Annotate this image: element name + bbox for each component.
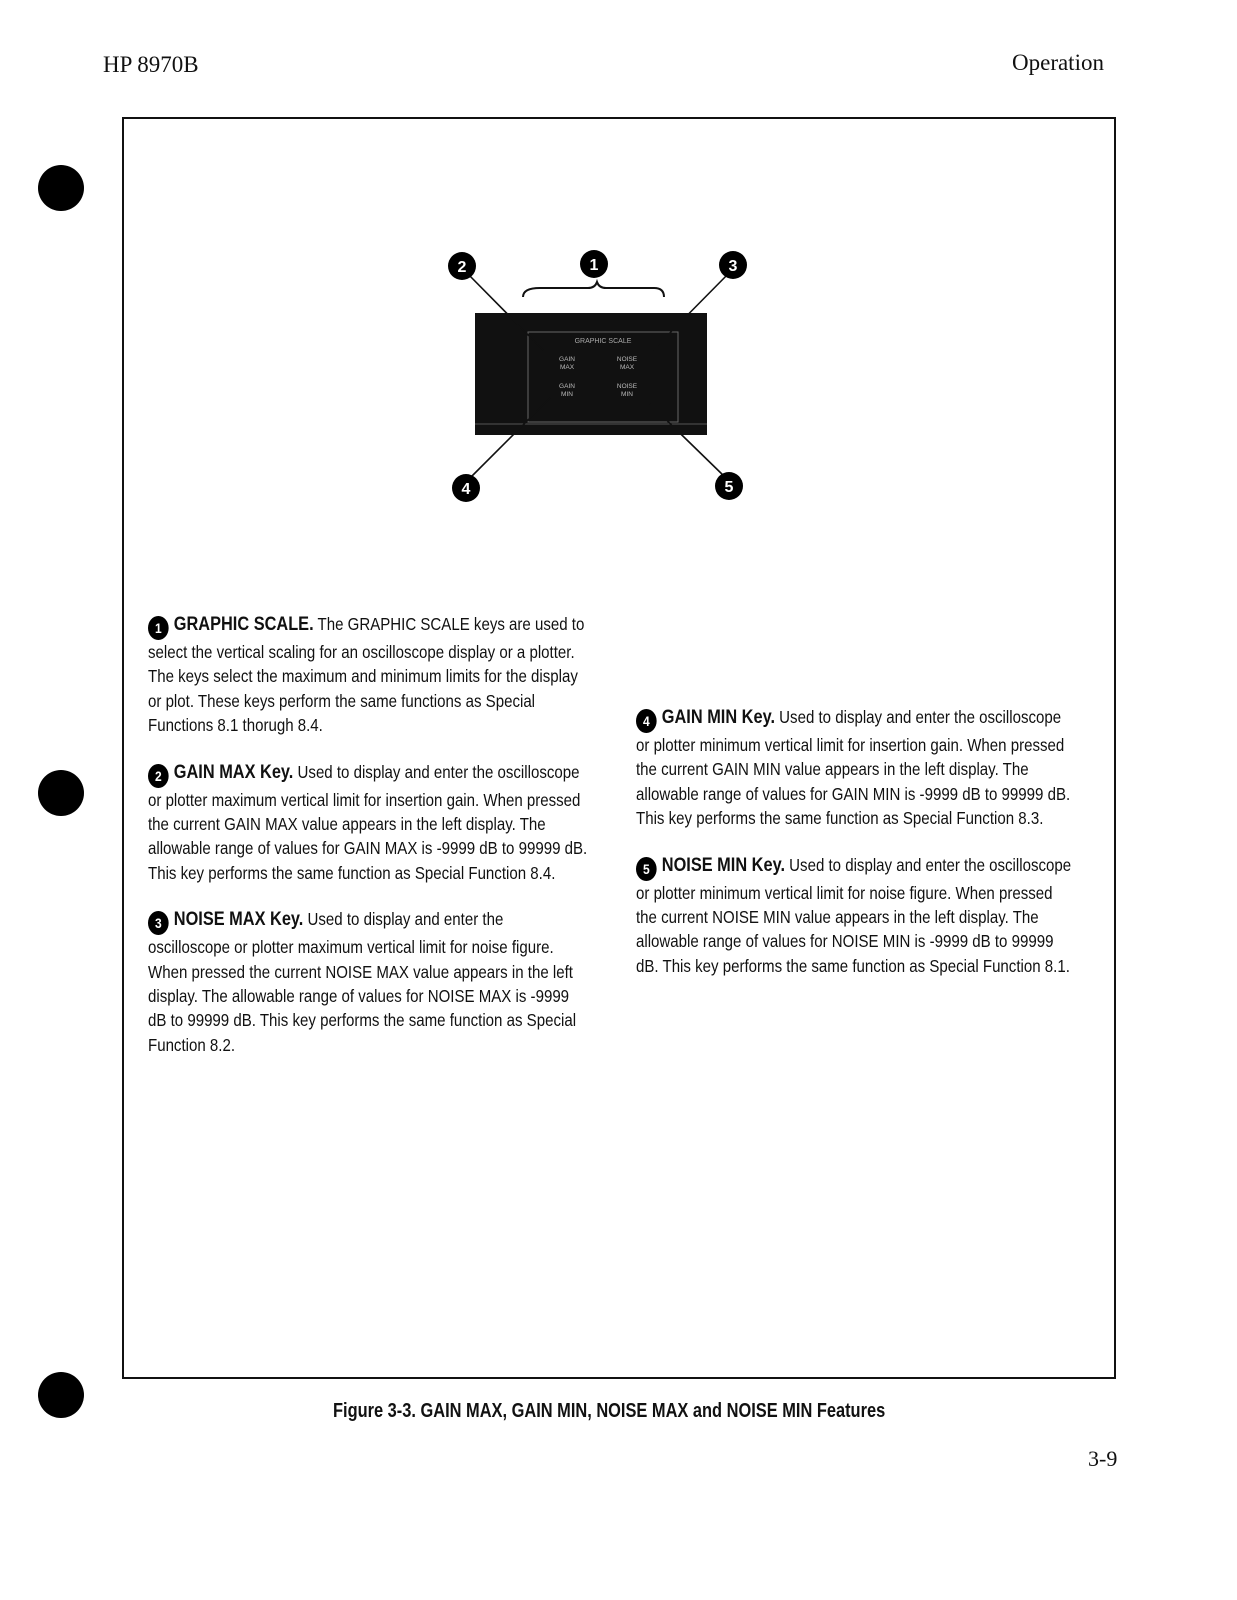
item-title: GAIN MAX Key. — [173, 761, 294, 783]
svg-text:2: 2 — [457, 259, 467, 276]
callout-marker-5 — [715, 472, 743, 500]
callout-marker-3 — [719, 251, 747, 279]
item-noise-max — [148, 907, 588, 1057]
key-label: NOISE — [616, 356, 638, 363]
punch-hole — [38, 1372, 84, 1418]
key-label: NOISE — [616, 383, 638, 390]
item-noise-min — [636, 853, 1076, 979]
panel-title: GRAPHIC SCALE — [574, 338, 632, 345]
callout-marker-1 — [580, 250, 608, 278]
right-column — [636, 705, 1076, 1000]
key-label: MIN — [621, 391, 633, 398]
manual-title: HP 8970B — [103, 52, 199, 77]
key-label: MAX — [559, 364, 575, 371]
key-label: GAIN — [559, 383, 575, 390]
item-title: GRAPHIC SCALE. — [173, 614, 314, 635]
item-gain-max — [148, 760, 588, 886]
callout-bracket — [523, 282, 664, 297]
item-number-badge: 4 — [636, 709, 657, 733]
svg-text:3: 3 — [728, 258, 738, 275]
key-label: MAX — [619, 364, 635, 371]
graphic-scale-diagram — [440, 240, 780, 520]
item-title: GAIN MIN Key. — [661, 707, 775, 728]
section-title: Operation — [1012, 50, 1104, 75]
item-title: NOISE MAX Key. — [173, 909, 304, 931]
item-gain-min — [636, 705, 1076, 831]
key-label: MIN — [561, 391, 573, 398]
item-text: Used to display and enter the oscilloscope or plotter minimum vertical limit for noise figure. When pressed the current NOISE MIN value appears in the left display. The allowable range of values for NOISE MIN is -9999 dB to 99999 dB. This key performs the same function as Special Function 8.1. — [636, 854, 1072, 976]
left-column — [148, 612, 588, 1079]
key-label: GAIN — [559, 356, 575, 363]
punch-hole — [38, 770, 84, 816]
page-number: 3-9 — [1088, 1446, 1118, 1471]
svg-text:1: 1 — [589, 257, 599, 274]
svg-text:5: 5 — [724, 479, 734, 496]
item-number-badge: 5 — [636, 857, 657, 881]
item-text: The GRAPHIC SCALE keys are used to select the vertical scaling for an oscilloscope display or a plotter. The keys select the maximum and minimum limits for the display or plot. These keys perform the same functions as Special Functions 8.1 thorugh 8.4. — [148, 614, 585, 736]
svg-text:4: 4 — [461, 481, 471, 498]
item-number-badge: 2 — [148, 764, 169, 788]
item-text: Used to display and enter the oscilloscope or plotter minimum vertical limit for insertion gain. When pressed the current GAIN MIN value appears in the left display. The allowable range of values for GAIN MIN is -9999 dB to 99999 dB. This key performs the same function as Special Function 8.3. — [636, 707, 1071, 829]
item-number-badge: 3 — [148, 911, 169, 935]
callout-marker-4 — [452, 474, 480, 502]
item-title: NOISE MIN Key. — [661, 854, 785, 876]
item-graphic-scale — [148, 612, 588, 738]
item-text: Used to display and enter the oscilloscope or plotter maximum vertical limit for insertion gain. When pressed the current GAIN MAX value appears in the left display. The allowable range of values for GAIN MAX is -9999 dB to 99999 dB. This key performs the same function as Special Function 8.4. — [148, 761, 588, 883]
punch-hole — [38, 165, 84, 211]
callout-marker-2 — [448, 252, 476, 280]
item-text: Used to display and enter the oscilloscope or plotter maximum vertical limit for noise figure. When pressed the current NOISE MAX value appears in the left display. The allowable range of values for NOISE MAX is -9999 dB to 99999 dB. This key performs the same function as Special Function 8.2. — [148, 909, 577, 1055]
item-number-badge: 1 — [148, 616, 169, 640]
figure-caption: Figure 3-3. GAIN MAX, GAIN MIN, NOISE MAX and NOISE MIN Features — [333, 1400, 886, 1422]
